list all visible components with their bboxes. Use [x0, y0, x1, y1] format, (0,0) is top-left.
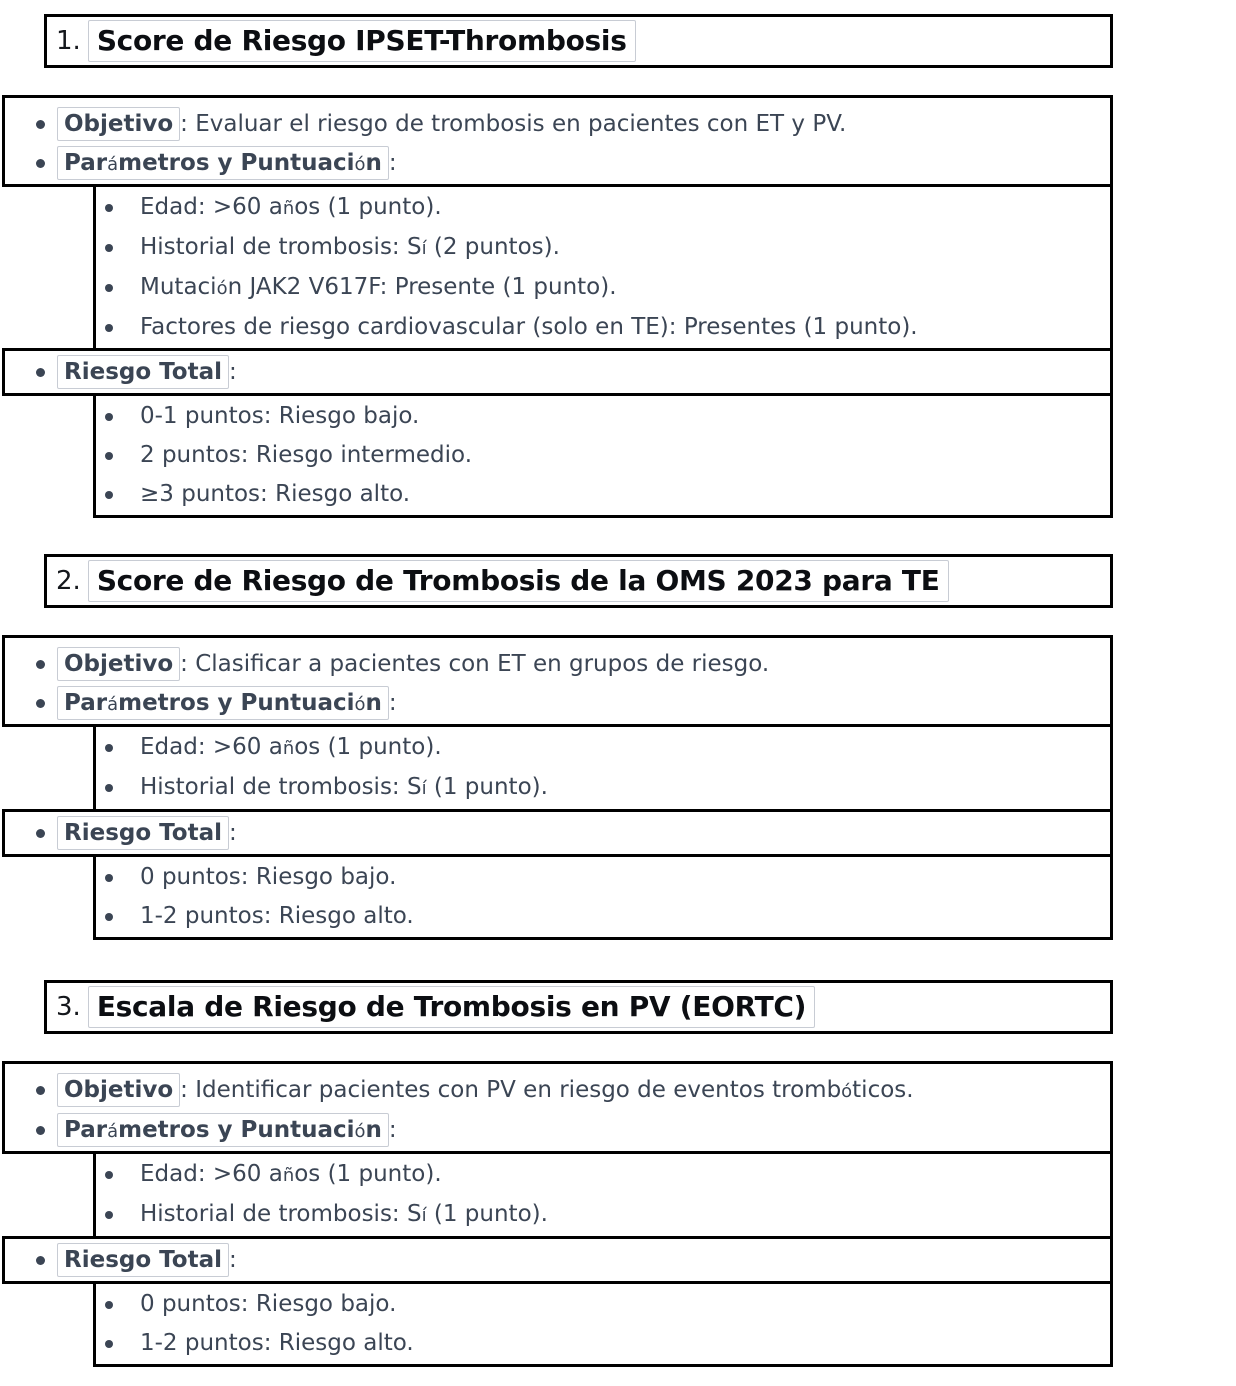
risk-total-label: Riesgo Total	[57, 1243, 229, 1277]
bullet-icon	[36, 1256, 45, 1265]
bullet-icon	[105, 784, 113, 792]
objective-item	[5, 645, 1110, 684]
parameters-list	[96, 728, 1110, 808]
objective-text: : Identificar pacientes con PV en riesgo de eventos trombóticos.	[180, 1077, 914, 1103]
risk-levels-box	[93, 1281, 1113, 1367]
parameters-item	[5, 1111, 1110, 1151]
risk-levels-list	[96, 1285, 1110, 1363]
section-ipset	[0, 14, 1236, 518]
bullet-icon	[36, 1086, 45, 1095]
objective-params-list	[5, 105, 1110, 184]
bullet-icon	[105, 324, 113, 332]
risk-total-box	[2, 348, 1113, 396]
parameter-text: Historial de trombosis: Sí (2 puntos).	[140, 234, 560, 260]
bullet-icon	[36, 159, 45, 168]
bullet-icon	[105, 913, 113, 921]
parameters-colon: :	[388, 690, 397, 716]
section-title-box	[44, 554, 1113, 608]
parameter-item	[96, 768, 1110, 808]
section-title-box	[44, 14, 1113, 68]
risk-total-label: Riesgo Total	[57, 355, 229, 389]
risk-levels-list	[96, 397, 1110, 514]
risk-level-text: 1-2 puntos: Riesgo alto.	[140, 903, 414, 929]
parameter-text: Edad: >60 años (1 punto).	[140, 194, 442, 220]
objective-text: : Clasificar a pacientes con ET en grupos de riesgo.	[180, 651, 770, 677]
risk-level-text: 0 puntos: Riesgo bajo.	[140, 1291, 397, 1317]
risk-total-colon: :	[229, 1247, 237, 1273]
risk-level-text: 0 puntos: Riesgo bajo.	[140, 864, 397, 890]
parameters-item	[5, 144, 1110, 184]
parameter-text: Factores de riesgo cardiovascular (solo en TE): Presentes (1 punto).	[140, 314, 918, 340]
parameters-item	[5, 684, 1110, 724]
bullet-icon	[105, 244, 113, 252]
bullet-icon	[105, 491, 113, 499]
bullet-icon	[36, 829, 45, 838]
parameter-item	[96, 188, 1110, 228]
objective-label: Objetivo	[57, 647, 180, 681]
risk-total-item	[5, 1241, 1110, 1280]
parameter-item	[96, 728, 1110, 768]
bullet-icon	[105, 284, 113, 292]
parameters-label: Parámetros y Puntuación	[57, 686, 389, 720]
bullet-icon	[105, 874, 113, 882]
risk-level-text: 0-1 puntos: Riesgo bajo.	[140, 403, 420, 429]
section-title: Score de Riesgo IPSET-Thrombosis	[88, 20, 636, 62]
bullet-icon	[105, 1301, 113, 1309]
bullet-icon	[36, 120, 45, 129]
parameter-item	[96, 1155, 1110, 1195]
risk-level-text: 1-2 puntos: Riesgo alto.	[140, 1330, 414, 1356]
objective-params-box	[2, 95, 1113, 187]
parameters-label: Parámetros y Puntuación	[57, 146, 389, 180]
parameters-list	[96, 1155, 1110, 1235]
bullet-icon	[105, 1171, 113, 1179]
parameter-text: Mutación JAK2 V617F: Presente (1 punto).	[140, 274, 617, 300]
parameter-text: Historial de trombosis: Sí (1 punto).	[140, 1201, 548, 1227]
objective-text: : Evaluar el riesgo de trombosis en pacientes con ET y PV.	[180, 111, 847, 137]
risk-levels-box	[93, 393, 1113, 518]
risk-total-colon: :	[229, 820, 237, 846]
section-eortc	[0, 980, 1236, 1367]
risk-total-colon: :	[229, 359, 237, 385]
objective-item	[5, 105, 1110, 144]
section-title: Escala de Riesgo de Trombosis en PV (EORTC)	[88, 986, 815, 1028]
parameters-label: Parámetros y Puntuación	[57, 1113, 389, 1147]
objective-params-list	[5, 645, 1110, 724]
risk-total-label: Riesgo Total	[57, 816, 229, 850]
risk-total-box	[2, 809, 1113, 857]
section-number: 3.	[56, 992, 81, 1022]
risk-level-item	[96, 858, 1110, 897]
parameter-item	[96, 228, 1110, 268]
parameter-item	[96, 268, 1110, 308]
bullet-icon	[105, 452, 113, 460]
parameters-list-box	[93, 1151, 1113, 1239]
objective-params-list	[5, 1071, 1110, 1151]
section-title-box	[44, 980, 1113, 1034]
bullet-icon	[36, 660, 45, 669]
risk-total-item	[5, 353, 1110, 392]
risk-total-list	[5, 814, 1110, 853]
section-oms	[0, 554, 1236, 940]
bullet-icon	[105, 413, 113, 421]
bullet-icon	[105, 1211, 113, 1219]
parameter-text: Historial de trombosis: Sí (1 punto).	[140, 774, 548, 800]
risk-total-list	[5, 353, 1110, 392]
bullet-icon	[36, 1126, 45, 1135]
section-number: 1.	[56, 26, 81, 56]
objective-params-box	[2, 1061, 1113, 1154]
risk-total-item	[5, 814, 1110, 853]
risk-level-item	[96, 475, 1110, 514]
risk-level-item	[96, 1324, 1110, 1363]
bullet-icon	[36, 368, 45, 377]
parameter-item	[96, 1195, 1110, 1235]
bullet-icon	[105, 1340, 113, 1348]
risk-level-item	[96, 1285, 1110, 1324]
risk-total-list	[5, 1241, 1110, 1280]
risk-levels-list	[96, 858, 1110, 936]
objective-label: Objetivo	[57, 1073, 180, 1107]
risk-level-item	[96, 436, 1110, 475]
objective-item	[5, 1071, 1110, 1111]
objective-label: Objetivo	[57, 107, 180, 141]
risk-levels-box	[93, 854, 1113, 940]
objective-params-box	[2, 635, 1113, 727]
risk-level-item	[96, 897, 1110, 936]
risk-level-item	[96, 397, 1110, 436]
parameters-colon: :	[388, 1117, 397, 1143]
risk-total-box	[2, 1236, 1113, 1284]
risk-level-text: ≥3 puntos: Riesgo alto.	[140, 481, 411, 507]
parameters-list-box	[93, 184, 1113, 351]
risk-level-text: 2 puntos: Riesgo intermedio.	[140, 442, 473, 468]
parameters-colon: :	[388, 150, 397, 176]
bullet-icon	[105, 204, 113, 212]
bullet-icon	[105, 744, 113, 752]
parameter-text: Edad: >60 años (1 punto).	[140, 1161, 442, 1187]
parameters-list-box	[93, 724, 1113, 812]
bullet-icon	[36, 699, 45, 708]
section-title: Score de Riesgo de Trombosis de la OMS 2023 para TE	[88, 560, 949, 602]
section-number: 2.	[56, 566, 81, 596]
parameter-text: Edad: >60 años (1 punto).	[140, 734, 442, 760]
parameter-item	[96, 308, 1110, 347]
parameters-list	[96, 188, 1110, 347]
